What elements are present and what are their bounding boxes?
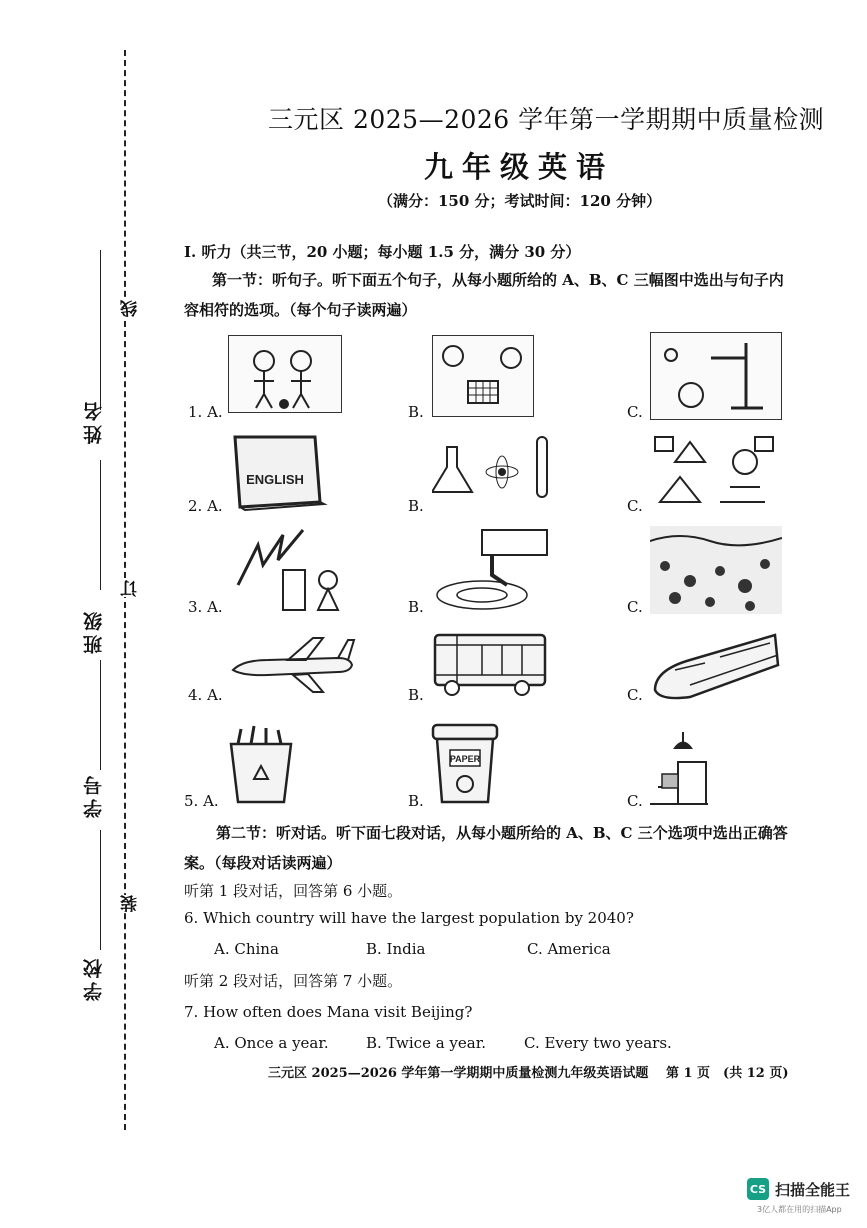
english-book-image (220, 432, 332, 512)
q1-option-b: B. (408, 403, 424, 421)
part2-instructions: 第二节：听对话。听下面七段对话，从每小题所给的 A、B、C 三个选项中选出正确答 (216, 824, 788, 842)
q6-option-b: B. India (366, 940, 426, 958)
cut-mark-line: 线 (118, 300, 143, 317)
dialog1-intro: 听第 1 段对话，回答第 6 小题。 (184, 882, 403, 900)
cut-mark-bind: 订 (118, 580, 143, 597)
school-label: 学校 (83, 955, 105, 1001)
bus-image (432, 630, 548, 696)
watermark-tagline: 3亿人都在用的扫描App (757, 1205, 842, 1214)
q3-option-a: 3. A. (188, 598, 223, 616)
q3-option-b: B. (408, 598, 424, 616)
children-chess-image (432, 335, 534, 417)
chemistry-image (432, 432, 560, 514)
part1-instructions-cont: 容相符的选项。（每个句子读两遍） (184, 301, 417, 319)
class-underline (100, 460, 101, 590)
q5-option-a: 5. A. (184, 792, 219, 810)
scanner-watermark (747, 1178, 850, 1200)
paper-bin-label: PAPER (449, 754, 481, 764)
camscanner-icon: CS (747, 1178, 769, 1200)
q7-option-a: A. Once a year. (214, 1034, 329, 1052)
english-book-title: ENGLISH (246, 472, 304, 487)
tree-picnic-image (650, 332, 782, 420)
q6-option-a: A. China (214, 940, 279, 958)
q5-option-b: B. (408, 792, 424, 810)
page-footer: 三元区 2025—2026 学年第一学期期中质量检测九年级英语试题 第 1 页 (共 12 页) (268, 1066, 789, 1081)
paper-bin-image (430, 722, 500, 808)
q7-option-b: B. Twice a year. (366, 1034, 487, 1052)
student-id-underline (100, 660, 101, 770)
part1-instructions: 第一节：听句子。听下面五个句子，从每小题所给的 A、B、C 三幅图中选出与句子内 (212, 271, 784, 289)
q4-option-c: C. (627, 686, 643, 704)
school-underline (100, 830, 101, 950)
q5-option-c: C. (627, 792, 643, 810)
watermark-brand: 扫描全能王 (775, 1180, 851, 1199)
score-note: （满分：150 分；考试时间：120 分钟） (378, 192, 662, 210)
name-underline (100, 250, 101, 410)
q1-option-c: C. (627, 403, 643, 421)
q4-option-a: 4. A. (188, 686, 223, 704)
lamp-room-image (648, 732, 710, 808)
airplane-image (228, 630, 356, 700)
part2-instructions-cont: 案。（每段对话读两遍） (184, 854, 342, 872)
q2-option-c: C. (627, 497, 643, 515)
garbage-pollution-image (650, 526, 782, 614)
exam-subtitle: 九年级英语 (424, 150, 615, 184)
noise-pollution-image (228, 525, 348, 615)
class-label: 班级 (83, 608, 105, 654)
dialog2-intro: 听第 2 段对话，回答第 7 小题。 (184, 972, 403, 990)
q3-option-c: C. (627, 598, 643, 616)
student-id-label: 学号 (83, 772, 105, 818)
question-6: 6. Which country will have the largest population by 2040? (184, 909, 634, 927)
cut-mark-install: 装 (118, 895, 143, 912)
name-label: 姓名 (83, 398, 105, 444)
q2-option-a: 2. A. (188, 497, 223, 515)
q6-option-c: C. America (527, 940, 611, 958)
recycle-basket-image (226, 724, 296, 806)
question-7: 7. How often does Mana visit Beijing? (184, 1003, 473, 1021)
q7-option-c: C. Every two years. (524, 1034, 672, 1052)
q1-option-a: 1. A. (188, 403, 223, 421)
q2-option-b: B. (408, 497, 424, 515)
q4-option-b: B. (408, 686, 424, 704)
math-image (650, 432, 780, 514)
children-soccer-image (228, 335, 342, 413)
water-pollution-image (432, 525, 550, 615)
section-heading: I. 听力（共三节，20 小题；每小题 1.5 分，满分 30 分） (184, 243, 581, 261)
train-image (650, 625, 780, 705)
exam-title: 三元区 2025—2026 学年第一学期期中质量检测 (268, 105, 825, 134)
